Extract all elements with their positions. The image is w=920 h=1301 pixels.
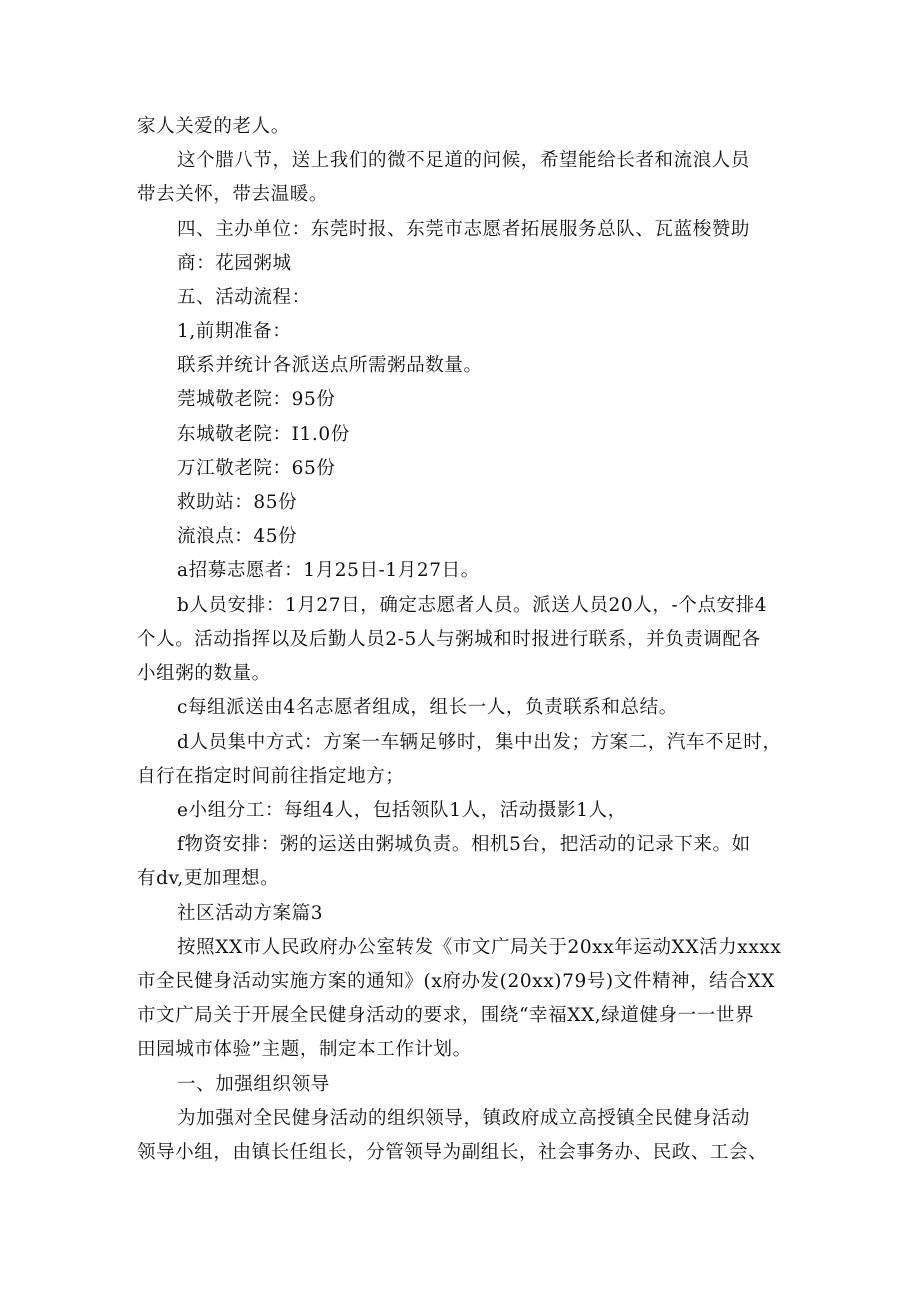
subsection-heading: 一、加强组织领导 (177, 1074, 330, 1095)
text-line: 领导小组，由镇长任组长，分管领导为副组长，社会事务办、民政、工会、 (137, 1142, 768, 1163)
text-line: b人员安排：1月27日，确定志愿者人员。派送人员20人，-个点安排4 (177, 595, 768, 616)
text-line: 按照XX市人民政府办公室转发《市文广局关于20xx年运动XX活力xxxx (177, 937, 782, 958)
text-line: f物资安排：粥的运送由粥城负责。相机5台，把活动的记录下来。如 (177, 834, 751, 855)
section-heading: 社区活动方案篇3 (177, 903, 324, 924)
text-line: e小组分工：每组4人，包括领队1人，活动摄影1人， (177, 800, 627, 821)
text-line: 有dv,更加理想。 (137, 868, 280, 889)
text-line: 个人。活动指挥以及后勤人员2-5人与粥城和时报进行联系，并负责调配各 (137, 629, 761, 650)
text-line: 联系并统计各派送点所需粥品数量。 (177, 355, 483, 376)
text-line: 救助站：85份 (177, 492, 298, 513)
text-line: 家人关爱的老人。 (137, 116, 290, 137)
text-line: 1,前期准备： (177, 321, 292, 342)
text-line: 带去关怀，带去温暖。 (137, 184, 329, 205)
text-line: 市文广局关于开展全民健身活动的要求，围绕“幸福XX,绿道健身一一世界 (137, 1005, 755, 1026)
text-line: 流浪点：45份 (177, 526, 298, 547)
text-line: 莞城敬老院：95份 (177, 389, 336, 410)
text-line: 市全民健身活动实施方案的通知》(x府办发(20xx)79号)文件精神，结合XX (137, 971, 775, 992)
text-line: a招募志愿者：1月25日-1月27日。 (177, 560, 480, 581)
text-line: d人员集中方式：方案一车辆足够时，集中出发；方案二，汽车不足时， (177, 732, 782, 753)
text-line: 田园城市体验”主题，制定本工作计划。 (137, 1039, 472, 1060)
text-line: 为加强对全民健身活动的组织领导，镇政府成立高授镇全民健身活动 (177, 1108, 751, 1129)
text-line: 五、活动流程： (177, 287, 311, 308)
text-line: 四、主办单位：东莞时报、东莞市志愿者拓展服务总队、瓦蓝梭赞助 (177, 219, 751, 240)
text-line: 这个腊八节，送上我们的微不足道的问候，希望能给长者和流浪人员 (177, 150, 751, 171)
text-line: 自行在指定时间前往指定地方； (137, 766, 405, 787)
text-line: 东城敬老院：I1.0份 (177, 424, 350, 445)
text-line: 万江敬老院：65份 (177, 458, 336, 479)
text-line: 小组粥的数量。 (137, 663, 271, 684)
text-line: 商：花园粥城 (177, 253, 292, 274)
text-line: c每组派送由4名志愿者组成，组长一人，负责联系和总结。 (177, 697, 678, 718)
